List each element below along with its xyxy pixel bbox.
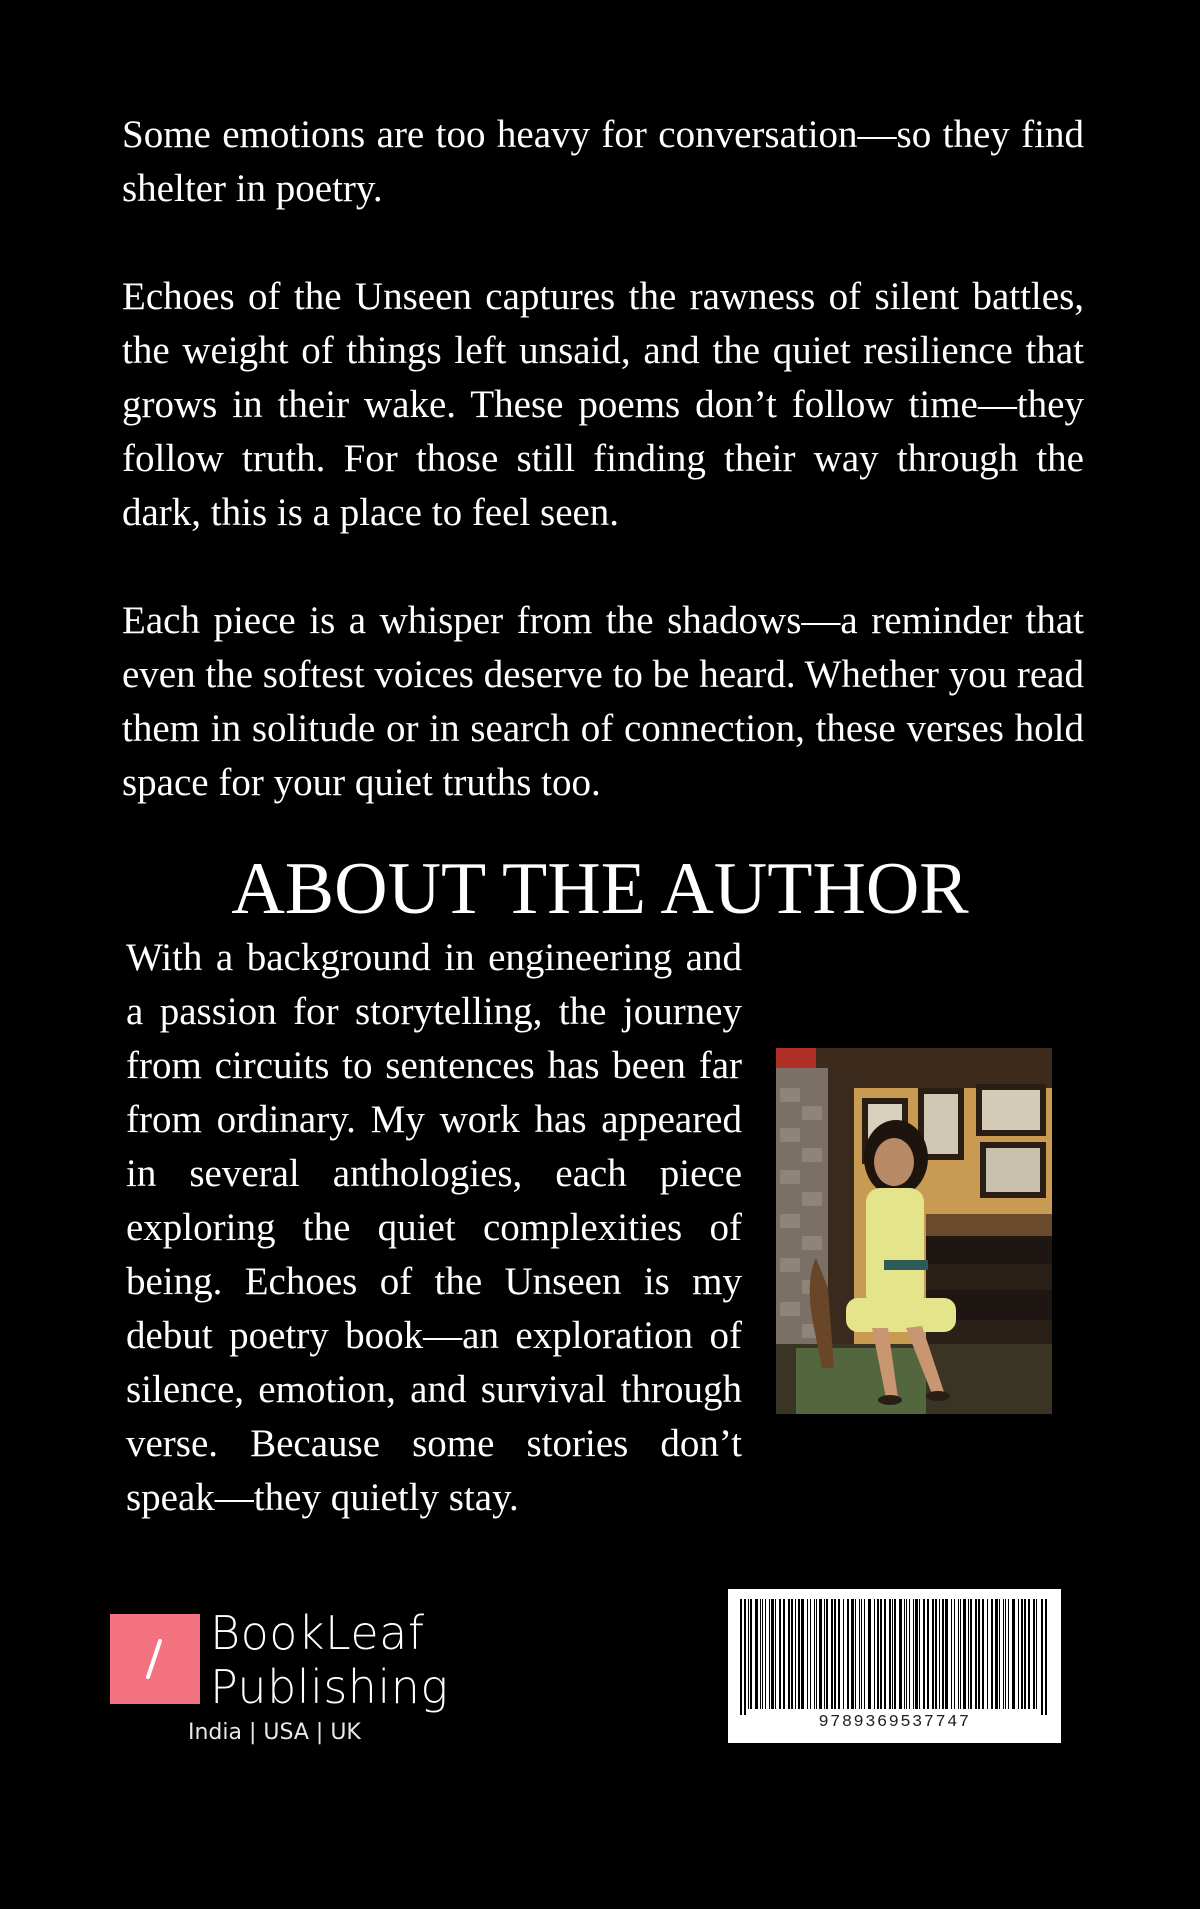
barcode-bar — [906, 1599, 907, 1709]
barcode-bar — [880, 1599, 882, 1709]
barcode-bar — [831, 1599, 833, 1709]
barcode-bar — [975, 1599, 977, 1709]
barcode-bar — [978, 1599, 980, 1709]
barcode-bar — [1003, 1599, 1004, 1709]
barcode-bar — [816, 1599, 817, 1709]
barcode-bar — [826, 1599, 828, 1709]
publisher-name — [210, 1606, 449, 1714]
barcode-bar — [932, 1599, 934, 1709]
barcode-bar — [765, 1599, 766, 1709]
barcode-bar — [884, 1599, 886, 1709]
barcode-bar — [960, 1599, 961, 1709]
barcode-bar — [1005, 1599, 1006, 1709]
barcode-bar — [991, 1599, 993, 1709]
isbn-barcode — [728, 1589, 1061, 1743]
barcode-bar — [939, 1599, 940, 1709]
author-photo — [776, 1048, 1052, 1414]
barcode-bar — [851, 1599, 854, 1709]
barcode-bar — [748, 1599, 749, 1709]
barcode-bar — [899, 1599, 902, 1709]
barcode-bar — [904, 1599, 905, 1709]
barcode-bar — [982, 1599, 984, 1709]
barcode-bar — [1024, 1599, 1026, 1709]
barcode-bar — [864, 1599, 865, 1709]
barcode-bar — [855, 1599, 856, 1709]
barcode-bar — [744, 1599, 746, 1715]
barcode-bar — [1018, 1599, 1019, 1709]
barcode-bar — [791, 1599, 793, 1709]
barcode-bar — [1008, 1599, 1009, 1709]
barcode-bar — [807, 1599, 808, 1709]
barcode-bar — [987, 1599, 988, 1709]
barcode-bar — [795, 1599, 796, 1709]
barcode-bar — [824, 1599, 825, 1709]
barcode-bar — [970, 1599, 972, 1709]
barcode-bar — [1036, 1599, 1037, 1709]
barcode-bar — [909, 1599, 910, 1709]
barcode-bar — [963, 1599, 966, 1709]
barcode-bar — [892, 1599, 893, 1709]
barcode-bar — [999, 1599, 1000, 1709]
publisher-regions: India | USA | UK — [188, 1720, 361, 1745]
barcode-bar — [874, 1599, 875, 1709]
barcode-bar — [913, 1599, 914, 1709]
publisher-name-line-1: BookLeaf — [210, 1606, 425, 1660]
barcode-bar — [819, 1599, 822, 1709]
barcode-bar — [995, 1599, 998, 1709]
barcode-bar — [1012, 1599, 1015, 1709]
barcode-bar — [861, 1599, 862, 1709]
barcode-bar — [877, 1599, 879, 1709]
barcode-bar — [755, 1599, 758, 1709]
barcode-bar — [750, 1599, 752, 1709]
barcode-bar — [1033, 1599, 1035, 1709]
barcode-bar — [798, 1599, 800, 1709]
barcode-bar — [838, 1599, 840, 1709]
barcode-bar — [919, 1599, 920, 1709]
barcode-bar — [760, 1599, 761, 1709]
barcode-bar — [801, 1599, 804, 1709]
about-author-heading: ABOUT THE AUTHOR — [231, 848, 969, 930]
barcode-bar — [859, 1599, 860, 1709]
barcode-bar — [1028, 1599, 1030, 1709]
barcode-bar — [769, 1599, 770, 1709]
blurb-paragraph-2: Echoes of the Unseen captures the rawness of silent battles, the weight of things left unsaid, and the quiet resilience that grows in their wake. These poems don’t follow time—they follow truth. For those still finding their way through the dark, this is a place to feel seen. — [122, 275, 1084, 534]
barcode-bar — [814, 1599, 815, 1709]
barcode-bar — [868, 1599, 871, 1709]
barcode-bar — [847, 1599, 849, 1709]
barcode-bar — [834, 1599, 836, 1709]
barcode-bar — [889, 1599, 891, 1709]
barcode-bar — [843, 1599, 844, 1709]
barcode-bar — [935, 1599, 937, 1709]
barcode-bar — [923, 1599, 925, 1709]
barcode-bar — [740, 1599, 742, 1715]
barcode-bar — [968, 1599, 969, 1709]
blurb-paragraph-1: Some emotions are too heavy for conversation—so they find shelter in poetry. — [122, 113, 1084, 210]
blurb-paragraph-3: Each piece is a whisper from the shadows—a reminder that even the softest voices deserve to be heard. Whether you read them in solitude or in search of connection, these verses hold space for your quiet truths too. — [122, 599, 1084, 804]
publisher-logo — [110, 1614, 200, 1704]
barcode-bar — [775, 1599, 776, 1709]
author-bio: With a background in engineering and a passion for storytelling, the journey from circuits to sentences has been far from ordinary. My work has appeared in several anthologies, each piece exploring the quiet complexities of being. Echoes of the Unseen is my debut poetry book—an exploration of silence, emotion, and survival through verse. Because some stories don’t speak—they quietly stay. — [126, 936, 742, 1519]
barcode-bar — [954, 1599, 955, 1709]
barcode-bar — [788, 1599, 790, 1709]
barcode-bar — [915, 1599, 918, 1709]
barcode-bar — [894, 1599, 896, 1709]
isbn-number: 9789369537747 — [818, 1713, 971, 1732]
publisher-name-line-2: Publishing — [210, 1660, 449, 1714]
barcode-bar — [762, 1599, 763, 1709]
barcode-bar — [927, 1599, 929, 1709]
barcode-bar — [942, 1599, 944, 1709]
barcode-bar — [1021, 1599, 1023, 1709]
barcode-bar — [783, 1599, 785, 1709]
barcode-bar — [810, 1599, 811, 1709]
barcode-bar — [779, 1599, 781, 1709]
barcode-bar — [958, 1599, 959, 1709]
barcode-bar — [1041, 1599, 1043, 1715]
barcode-bar — [771, 1599, 774, 1709]
barcode-bar — [1045, 1599, 1047, 1715]
barcode-bar — [951, 1599, 952, 1709]
barcode-bar — [945, 1599, 948, 1709]
